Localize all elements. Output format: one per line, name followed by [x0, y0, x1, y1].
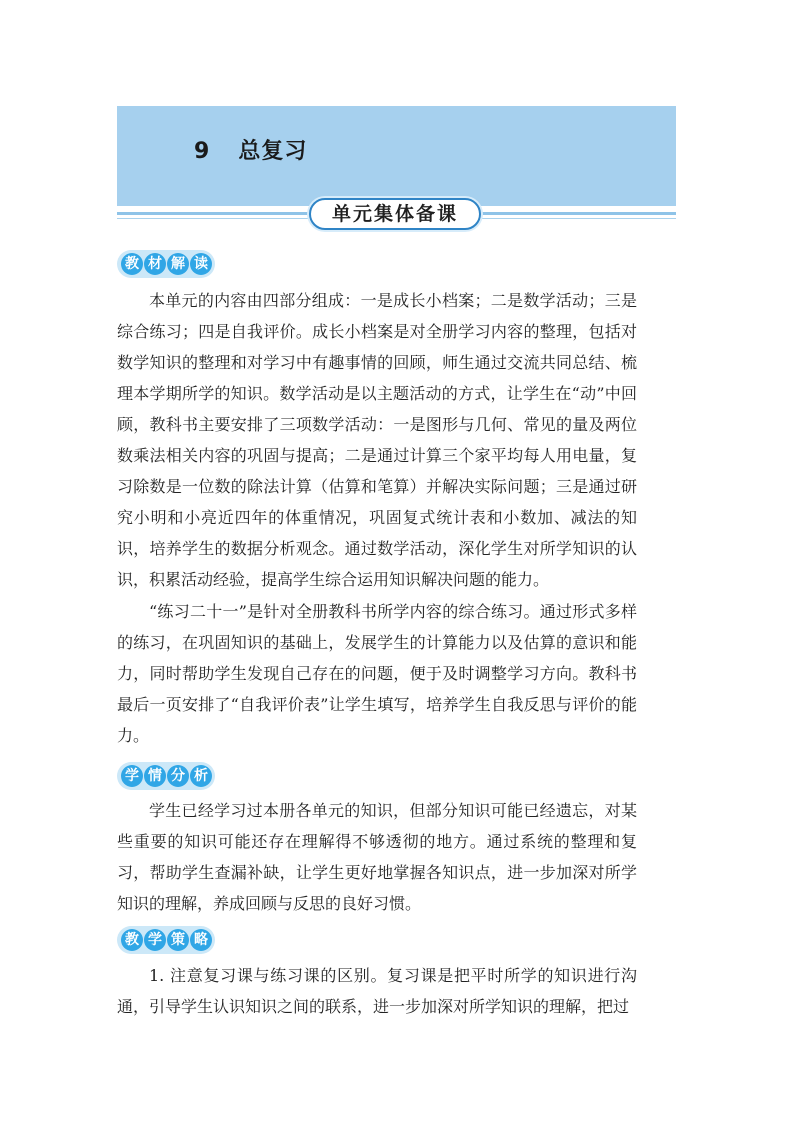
- paragraph: 学生已经学习过本册各单元的知识，但部分知识可能已经遗忘，对某些重要的知识可能还存在理解得不够透彻的地方。通过系统的整理和复习，帮助学生查漏补缺，让学生更好地掌握各知识点，进一步加深对所学知识的理解，养成回顾与反思的良好习惯。: [117, 801, 637, 913]
- section-title-student-analysis: [117, 762, 215, 790]
- banner-divider-left: [117, 212, 317, 215]
- section-title-char: 材: [144, 253, 166, 275]
- banner-divider-left-thin: [117, 218, 317, 219]
- section-title-char: 情: [144, 765, 166, 787]
- section-title-char: 分: [167, 765, 189, 787]
- section-title-char: 学: [121, 765, 143, 787]
- section-title-char: 读: [190, 253, 212, 275]
- chapter-name: 总复习: [238, 139, 308, 164]
- paragraph: 1. 注意复习课与练习课的区别。复习课是把平时所学的知识进行沟通，引导学生认识知识之间的联系，进一步加深对所学知识的理解，把过: [117, 966, 637, 1016]
- section-title-char: 教: [121, 253, 143, 275]
- section-title-teaching-strategy: [117, 926, 215, 954]
- chapter-number: 9: [194, 139, 211, 164]
- paragraph: “练习二十一”是针对全册教科书所学内容的综合练习。通过形式多样的练习，在巩固知识的基础上，发展学生的计算能力以及估算的意识和能力，同时帮助学生发现自己存在的问题，便于及时调整学习方向。教科书最后一页安排了“自我评价表”让学生填写，培养学生自我反思与评价的能力。: [117, 602, 637, 745]
- unit-prep-badge: 单元集体备课: [309, 198, 481, 230]
- chapter-title: [194, 134, 307, 165]
- section-title-char: 解: [167, 253, 189, 275]
- banner-divider-right: [477, 212, 676, 215]
- section-title-char: 析: [190, 765, 212, 787]
- section-title-char: 策: [167, 929, 189, 951]
- section-title-textbook-analysis: [117, 250, 215, 278]
- section-title-char: 教: [121, 929, 143, 951]
- section-title-char: 学: [144, 929, 166, 951]
- paragraph: 本单元的内容由四部分组成：一是成长小档案；二是数学活动；三是综合练习；四是自我评价。成长小档案是对全册学习内容的整理，包括对数学知识的整理和对学习中有趣事情的回顾，师生通过交流共同总结、梳理本学期所学的知识。数学活动是以主题活动的方式，让学生在“动”中回顾，教科书主要安排了三项数学活动：一是图形与几何、常见的量及两位数乘法相关内容的巩固与提高；二是通过计算三个家平均每人用电量，复习除数是一位数的除法计算（估算和笔算）并解决实际问题；三是通过研究小明和小亮近四年的体重情况，巩固复式统计表和小数加、减法的知识，培养学生的数据分析观念。通过数学活动，深化学生对所学知识的认识，积累活动经验，提高学生综合运用知识解决问题的能力。: [117, 291, 637, 589]
- section-title-char: 略: [190, 929, 212, 951]
- banner-divider-right-thin: [477, 218, 676, 219]
